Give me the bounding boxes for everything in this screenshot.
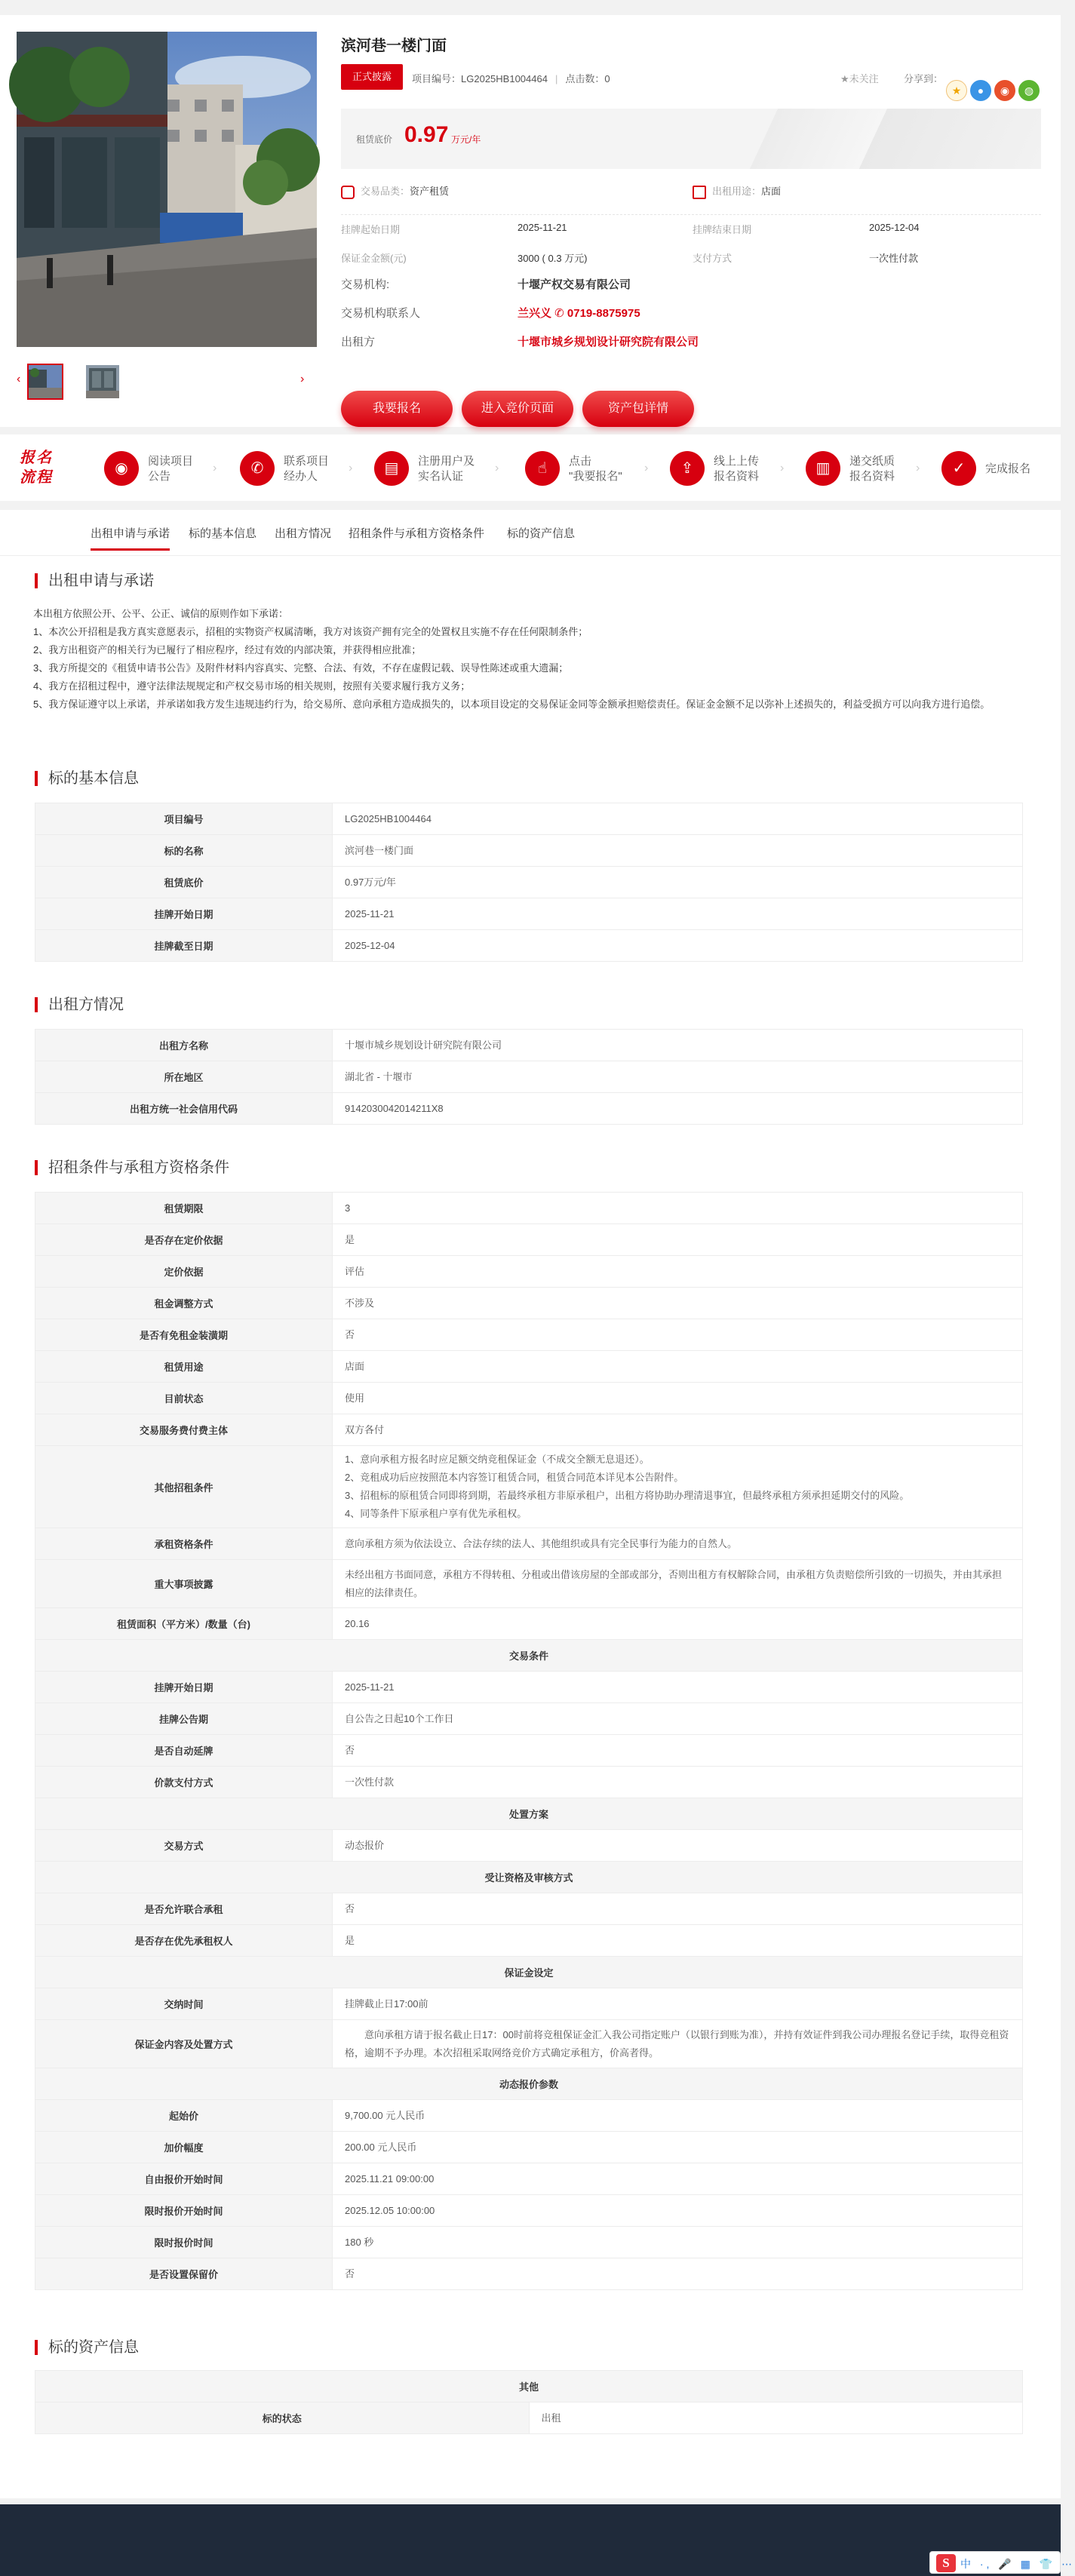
step-line1: 阅读项目	[148, 455, 194, 468]
table-row	[35, 2163, 1023, 2195]
table-group-header	[35, 1957, 1023, 1988]
group-header: 保证金设定	[35, 1957, 1023, 1988]
lessor-label: 出租方	[341, 336, 376, 348]
row-value	[333, 1446, 1023, 1528]
step-line2: 公告	[148, 470, 171, 483]
price-label: 租赁底价	[356, 134, 393, 145]
tab-promise[interactable]: 出租申请与承诺	[91, 525, 170, 551]
table-row	[35, 1767, 1023, 1798]
row-value: LG2025HB1004464	[333, 803, 1023, 835]
row-value: 2025-12-04	[333, 930, 1023, 962]
tabs-divider	[0, 555, 1061, 556]
row-label: 项目编号	[35, 803, 333, 835]
promise-intro: 本出租方依照公开、公平、公正、诚信的原则作如下承诺：	[33, 608, 289, 619]
row-label: 租赁底价	[35, 867, 333, 898]
step-line2: 报名资料	[849, 470, 895, 483]
table-row	[35, 803, 1023, 835]
price-value: 0.97	[404, 122, 449, 147]
agency-label: 交易机构:	[341, 278, 390, 291]
group-header: 处置方案	[35, 1798, 1023, 1830]
table-row	[35, 1030, 1023, 1061]
row-value: 未经出租方书面同意，承租方不得转租、分租或出借该房屋的全部或部分，否则出租方有权解除合同，由承租方负责赔偿所引致的一切损失，并由其承担相应的法律责任。	[333, 1560, 1023, 1608]
section-title-asset: 标的资产信息	[35, 2338, 139, 2356]
thumbnail-1-image	[29, 365, 62, 398]
promise-item: 2、我方出租资产的相关行为已履行了相应程序，经过有效的内部决策，并获得相应批准；	[33, 644, 422, 656]
row-value: 否	[333, 2258, 1023, 2290]
row-value: 湖北省 - 十堰市	[333, 1061, 1023, 1093]
table-row	[35, 1061, 1023, 1093]
tab-lessor[interactable]: 出租方情况	[275, 527, 332, 540]
table-row	[35, 2227, 1023, 2258]
id-card-icon: ▤	[374, 451, 409, 486]
asset-package-button[interactable]: 资产包详情	[582, 391, 694, 427]
price-unit: 万元/年	[451, 134, 481, 145]
prev-arrow-icon[interactable]: ‹	[17, 373, 21, 385]
project-no: LG2025HB1004464	[461, 73, 548, 84]
basic-info-table	[35, 803, 1023, 962]
row-value: 2025.11.21 09:00:00	[333, 2163, 1023, 2195]
table-row	[35, 1224, 1023, 1256]
tab-asset-info[interactable]: 标的资产信息	[507, 527, 576, 540]
table-row	[35, 1383, 1023, 1414]
lessor-info-table	[35, 1029, 1023, 1125]
star-icon: ★	[840, 73, 849, 84]
section-title-promise: 出租申请与承诺	[35, 572, 154, 590]
table-row	[35, 1528, 1023, 1560]
row-value: 自公告之日起10个工作日	[333, 1703, 1023, 1735]
row-label: 是否设置保留价	[35, 2258, 333, 2290]
follow-button[interactable]	[840, 71, 879, 85]
row-label: 交易服务费付费主体	[35, 1414, 333, 1446]
project-title: 滨河巷一楼门面	[341, 38, 447, 54]
storefront-photo	[17, 32, 317, 347]
row-label: 挂牌截至日期	[35, 930, 333, 962]
row-value: 2025-11-21	[333, 1672, 1023, 1703]
step-line2: 实名认证	[418, 470, 464, 483]
table-row	[35, 898, 1023, 930]
asset-info-table	[35, 2370, 1023, 2434]
row-label: 标的名称	[35, 835, 333, 867]
category-icon	[341, 186, 355, 199]
contact-value: 兰兴义 ✆ 0719-8875975	[518, 307, 640, 320]
share-label: 分享到：	[904, 73, 944, 84]
table-row	[35, 2403, 1023, 2434]
chevron-right-icon: ›	[213, 462, 217, 474]
table-row	[35, 1560, 1023, 1608]
table-row	[35, 1193, 1023, 1224]
row-label: 价款支付方式	[35, 1767, 333, 1798]
row-label: 租金调整方式	[35, 1288, 333, 1319]
group-header: 受让资格及审核方式	[35, 1862, 1023, 1893]
next-arrow-icon[interactable]: ›	[300, 373, 305, 385]
row-label: 交易方式	[35, 1830, 333, 1862]
phone-icon: ✆	[240, 451, 275, 486]
row-label: 标的状态	[35, 2403, 530, 2434]
table-group-header	[35, 1862, 1023, 1893]
row-label: 出租方统一社会信用代码	[35, 1093, 333, 1125]
table-row	[35, 1830, 1023, 1862]
detail-content	[0, 510, 1061, 2498]
row-value: 200.00 元人民币	[333, 2132, 1023, 2163]
row-label: 定价依据	[35, 1256, 333, 1288]
document-icon: ▥	[806, 451, 840, 486]
clicks-count: 0	[604, 73, 610, 84]
chevron-right-icon: ›	[780, 462, 785, 474]
category-row	[341, 183, 1041, 201]
thumbnail-1[interactable]	[27, 364, 63, 400]
row-value: 2025-11-21	[333, 898, 1023, 930]
conditions-table	[35, 1192, 1023, 2290]
row-label: 是否有免租金装潢期	[35, 1319, 333, 1351]
row-label: 加价幅度	[35, 2132, 333, 2163]
qzone-share-icon[interactable]: ★	[946, 80, 967, 101]
contact-label: 交易机构联系人	[341, 307, 421, 320]
table-row	[35, 1446, 1023, 1528]
row-value: 双方各付	[333, 1414, 1023, 1446]
eye-icon: ◉	[104, 451, 139, 486]
tab-conditions[interactable]: 招租条件与承租方资格条件	[349, 527, 485, 540]
payment-method: 支付方式	[693, 253, 733, 264]
chevron-right-icon: ›	[916, 462, 920, 474]
table-row	[35, 1414, 1023, 1446]
row-label: 挂牌开始日期	[35, 898, 333, 930]
chevron-right-icon: ›	[495, 462, 499, 474]
listing-end: 挂牌结束日期	[693, 224, 752, 235]
follow-label: 未关注	[849, 73, 879, 84]
table-row	[35, 1288, 1023, 1319]
signup-button[interactable]: 我要报名	[341, 391, 453, 427]
row-label: 是否允许联合承租	[35, 1893, 333, 1925]
main-photo[interactable]	[17, 32, 317, 347]
table-row	[35, 1703, 1023, 1735]
table-row	[35, 2132, 1023, 2163]
thumbnail-strip	[17, 364, 317, 400]
table-row	[35, 1608, 1023, 1640]
section-title-lessor: 出租方情况	[35, 996, 124, 1014]
deposit-value: 3000 ( 0.3 万元)	[518, 253, 588, 264]
row-value: 91420300420142​11X8	[333, 1093, 1023, 1125]
step-line1: 递交纸质	[849, 455, 895, 468]
process-step-text	[569, 454, 622, 484]
row-value: 否	[333, 1735, 1023, 1767]
condition-line: 1、意向承租方报名时应足额交纳竞租保证金（不成交全额无息退还）。	[345, 1454, 650, 1465]
row-value: 3	[333, 1193, 1023, 1224]
bidding-page-button[interactable]: 进入竞价页面	[462, 391, 573, 427]
row-value: 动态报价	[333, 1830, 1023, 1862]
row-value: 2025.12.05 10:00:00	[333, 2195, 1023, 2227]
usage-category: 出租用途：店面	[693, 183, 781, 199]
deposit: 保证金金额(元)	[341, 253, 407, 264]
row-label: 目前状态	[35, 1383, 333, 1414]
table-row	[35, 1925, 1023, 1957]
condition-line: 2、竞租成功后应按照范本内容签订租赁合同，租赁合同范本详见本公告附件。	[345, 1472, 684, 1483]
layers-icon	[693, 186, 706, 199]
table-row	[35, 1351, 1023, 1383]
project-summary-panel	[0, 15, 1061, 427]
table-row	[35, 1093, 1023, 1125]
step-line2: 报名资料	[714, 470, 760, 483]
row-label: 其他招租条件	[35, 1446, 333, 1528]
table-row	[35, 930, 1023, 962]
promise-text	[33, 605, 1029, 714]
promise-item: 4、我方在招租过程中，遵守法律法规规定和产权交易市场的相关规则，按照有关要求履行我方义务；	[33, 680, 471, 692]
divider	[341, 214, 1041, 215]
row-label: 是否存在优先承租权人	[35, 1925, 333, 1957]
process-step-text	[849, 454, 895, 484]
sogou-logo-icon[interactable]: S	[936, 2554, 956, 2572]
page-footer	[0, 2504, 1075, 2576]
payment-method-value: 一次性付款	[869, 253, 919, 264]
table-row	[35, 1319, 1023, 1351]
process-step-text	[418, 454, 475, 484]
signup-process	[0, 434, 1061, 501]
process-step-text	[284, 454, 329, 484]
table-row	[35, 1988, 1023, 2020]
cloud-upload-icon: ⇪	[670, 451, 705, 486]
step-line2: 经办人	[284, 470, 318, 483]
row-label: 挂牌公告期	[35, 1703, 333, 1735]
row-value: 意向承租方请于报名截止日17：00时前将竞租保证金汇入我公司指定账户（以银行到账为准），并持有效证件到我公司办理报名登记手续，取得竞租资格，逾期不予办理。本次招租采取网络竞价方式确定承租方，价高者得。	[333, 2020, 1023, 2068]
row-label: 出租方名称	[35, 1030, 333, 1061]
process-step-text	[148, 454, 193, 484]
step-line1: 注册用户及	[418, 455, 475, 468]
price-box	[341, 109, 1041, 169]
listing-start: 挂牌起始日期	[341, 224, 401, 235]
row-value: 是	[333, 1224, 1023, 1256]
table-group-header	[35, 2068, 1023, 2100]
process-title-line2: 流程	[20, 469, 53, 486]
row-label: 重大事项披露	[35, 1560, 333, 1608]
process-title	[20, 448, 53, 487]
ime-toolbar[interactable]	[929, 2551, 1075, 2574]
table-row	[35, 2258, 1023, 2290]
listing-start-value: 2025-11-21	[518, 222, 567, 233]
row-label: 挂牌开始日期	[35, 1672, 333, 1703]
weibo-share-icon[interactable]: ◉	[994, 80, 1015, 101]
group-header: 其他	[35, 2371, 1023, 2403]
promise-item: 1、本次公开招租是我方真实意愿表示，招租的实物资产权属清晰，我方对该资产拥有完全的处置权且实施不存在任何限制条件；	[33, 626, 588, 637]
row-label: 所在地区	[35, 1061, 333, 1093]
project-no-label: 项目编号：	[412, 73, 462, 84]
row-value: 一次性付款	[333, 1767, 1023, 1798]
row-value: 20.16	[333, 1608, 1023, 1640]
row-value: 评估	[333, 1256, 1023, 1288]
table-row	[35, 1672, 1023, 1703]
row-label: 租赁面积（平方米）/数量（台)	[35, 1608, 333, 1640]
condition-line: 4、同等条件下原承租户享有优先承租权。	[345, 1508, 527, 1519]
checkmark-icon: ✓	[941, 451, 976, 486]
clicks-label: 点击数：	[565, 73, 605, 84]
lessor-value: 十堰市城乡规划设计研究院有限公司	[518, 336, 699, 348]
chevron-right-icon: ›	[349, 462, 353, 474]
table-row	[35, 1735, 1023, 1767]
qq-share-icon[interactable]: ●	[970, 80, 991, 101]
table-group-header	[35, 1798, 1023, 1830]
row-label: 租赁用途	[35, 1351, 333, 1383]
step-line2: "我要报名"	[569, 470, 622, 483]
step-line1: 联系项目	[284, 455, 330, 468]
process-step-text	[714, 454, 759, 484]
table-group-header	[35, 1640, 1023, 1672]
row-value: 挂牌截止日17:00前	[333, 1988, 1023, 2020]
table-row	[35, 2020, 1023, 2068]
row-value: 十堰市城乡规划设计研究院有限公司	[333, 1030, 1023, 1061]
row-label: 租赁期限	[35, 1193, 333, 1224]
step-line1: 线上上传	[714, 455, 760, 468]
row-label: 承租资格条件	[35, 1528, 333, 1560]
trade-category: 交易品类：资产租赁	[341, 183, 449, 199]
chevron-right-icon: ›	[644, 462, 649, 474]
table-row	[35, 1256, 1023, 1288]
step-line1: 点击	[569, 455, 592, 468]
project-meta	[412, 71, 610, 85]
table-row	[35, 2195, 1023, 2227]
section-title-conditions: 招租条件与承租方资格条件	[35, 1159, 229, 1177]
row-label: 保证金内容及处置方式	[35, 2020, 333, 2068]
table-group-header	[35, 2371, 1023, 2403]
row-label: 是否自动延牌	[35, 1735, 333, 1767]
group-header: 交易条件	[35, 1640, 1023, 1672]
group-header: 动态报价参数	[35, 2068, 1023, 2100]
row-value: 180 秒	[333, 2227, 1023, 2258]
listing-end-value: 2025-12-04	[869, 222, 920, 233]
row-value: 店面	[333, 1351, 1023, 1383]
promise-item: 3、我方所提交的《租赁申请书公告》及附件材料内容真实、完整、合法、有效，不存在虚假记载、误导性陈述或重大遗漏；	[33, 662, 569, 674]
step-line1: 完成报名	[985, 462, 1031, 475]
meta-separator: |	[554, 73, 558, 84]
thumbnail-2[interactable]	[84, 364, 121, 400]
row-label: 起始价	[35, 2100, 333, 2132]
promise-item: 5、我方保证遵守以上承诺，并承诺如我方发生违规违约行为，给交易所、意向承租方造成损失的，以本项目设定的交易保证金同等金额承担赔偿责任。保证金金额不足以弥补上述损失的，利益受损方可以向我方进行追偿。	[33, 698, 991, 710]
row-value: 滨河巷一楼门面	[333, 835, 1023, 867]
status-badge: 正式披露	[341, 64, 403, 90]
row-label: 自由报价开始时间	[35, 2163, 333, 2195]
row-label: 限时报价开始时间	[35, 2195, 333, 2227]
table-row	[35, 1893, 1023, 1925]
row-value: 9,700.00 元人民币	[333, 2100, 1023, 2132]
row-value: 不涉及	[333, 1288, 1023, 1319]
row-value: 意向承租方须为依法设立、合法存续的法人、其他组织或具有完全民事行为能力的自然人。	[333, 1528, 1023, 1560]
row-value: 出租	[529, 2403, 1023, 2434]
process-title-line1: 报名	[20, 450, 53, 466]
row-value: 是	[333, 1925, 1023, 1957]
row-value: 否	[333, 1319, 1023, 1351]
agency-value: 十堰产权交易有限公司	[518, 278, 631, 291]
hand-pointer-icon: ☝	[525, 451, 560, 486]
row-value: 使用	[333, 1383, 1023, 1414]
wechat-share-icon[interactable]: ◍	[1018, 80, 1040, 101]
row-label: 是否存在定价依据	[35, 1224, 333, 1256]
row-value: 0.97万元/年	[333, 867, 1023, 898]
row-label: 限时报价时间	[35, 2227, 333, 2258]
condition-line: 3、招租标的原租赁合同即将到期，若最终承租方非原承租户，出租方将协助办理清退事宜，但最终承租方须承担延期交付的风险。	[345, 1490, 910, 1501]
table-row	[35, 835, 1023, 867]
table-row	[35, 2100, 1023, 2132]
row-value: 否	[333, 1893, 1023, 1925]
table-row	[35, 867, 1023, 898]
section-title-basic-info: 标的基本信息	[35, 769, 139, 788]
ime-tools[interactable]: 中 ·, 🎤 ▦ 👕 ⋯	[960, 2558, 1075, 2570]
tab-basic-info[interactable]: 标的基本信息	[189, 527, 257, 540]
thumbnail-2-image	[86, 365, 119, 398]
row-label: 交纳时间	[35, 1988, 333, 2020]
